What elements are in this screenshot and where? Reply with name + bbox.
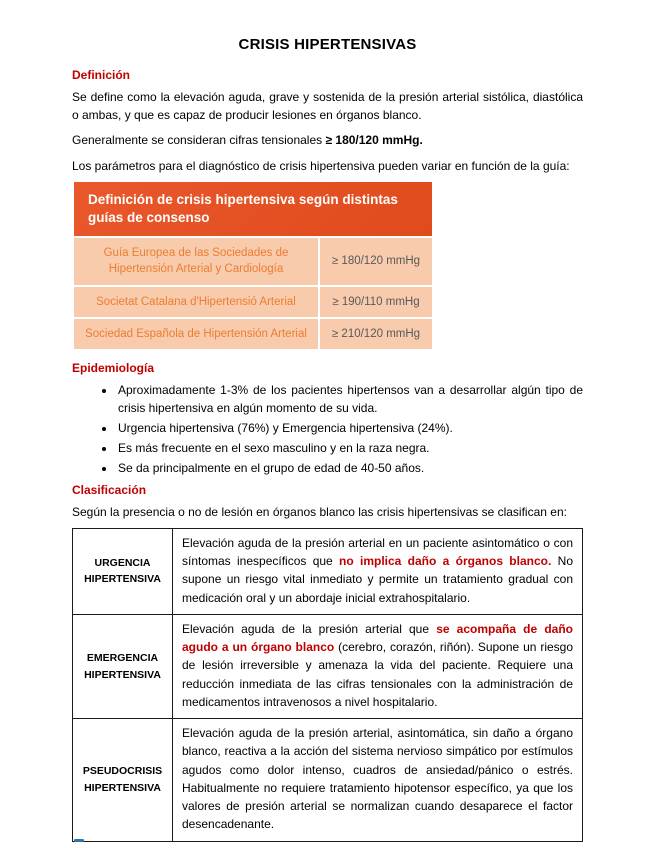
epidemiologia-list-item: • Es más frecuente en el sexo masculino y en la raza negra.	[116, 439, 583, 457]
consensus-table-rows	[74, 238, 432, 348]
classification-type-cell: PSEUDOCRISIS HIPERTENSIVA	[73, 719, 173, 840]
classification-row	[73, 719, 582, 840]
guideline-name-cell: Sociedad Española de Hipertensión Arterial	[74, 319, 318, 349]
section-heading-epidemiologia: Epidemiología	[72, 360, 155, 375]
classification-type-cell: EMERGENCIA HIPERTENSIVA	[73, 615, 173, 718]
classification-description-cell: Elevación aguda de la presión arterial, asintomática, sin daño a órgano blanco, reactiva a la acción del sistema nervioso simpático por estímulos agudos como dolor intenso, cuadros de ansiedad/pánico o estrés. Habitualmente no requiere tratamiento hipotensor específico, ya que los valores de presión arterial se normalizan cuando desaparece el factor desencadenante.	[182, 726, 573, 832]
consensus-guidelines-table	[74, 182, 432, 349]
guideline-threshold-cell: ≥ 210/120 mmHg	[320, 319, 432, 349]
cut-off-link-fragment	[74, 839, 84, 842]
consensus-table-title: Definición de crisis hipertensiva según distintas guías de consenso	[74, 182, 432, 236]
guideline-threshold-cell: ≥ 180/120 mmHg	[320, 238, 432, 284]
definition-paragraph: Se define como la elevación aguda, grave y sostenida de la presión arterial sistólica, diastólica o ambas, y que es capaz de producir lesiones en órganos blanco.	[72, 90, 583, 123]
guideline-threshold-cell: ≥ 190/110 mmHg	[320, 287, 432, 317]
classification-row	[73, 529, 582, 615]
classification-table	[72, 528, 583, 842]
guidelines-intro-paragraph: Los parámetros para el diagnóstico de crisis hipertensiva pueden variar en función de la guía:	[72, 158, 570, 173]
consensus-table-row	[74, 238, 432, 284]
consensus-table-row	[74, 319, 432, 349]
epidemiologia-list	[72, 381, 583, 477]
consensus-table-row	[74, 287, 432, 317]
section-heading-definicion: Definición	[72, 68, 131, 82]
classification-type-cell: URGENCIA HIPERTENSIVA	[73, 529, 173, 614]
classification-description-cell: Elevación aguda de la presión arterial en un paciente asintomático o con síntomas inespecíficos que no implica daño a órganos blanco. No supone un riesgo vital inmediato y permite un tratamiento gradual con medicación oral y un abordaje inicial extrahospitalario.	[182, 535, 573, 605]
classification-row	[73, 615, 582, 719]
classification-description-cell: Elevación aguda de la presión arterial que se acompaña de daño agudo a un órgano blanco (cerebro, corazón, riñón). Supone un riesgo de lesión irreversible y amenaza la vida del paciente. Requiere una reducción inmediata de las cifras tensionales con la administración de medicamentos intravenosos a nivel hospitalario.	[182, 621, 574, 709]
epidemiologia-list-item: • Aproximadamente 1-3% de los pacientes hipertensos van a desarrollar algún tipo de crisis hipertensiva en algún momento de su vida.	[116, 381, 583, 417]
guideline-name-cell: Guía Europea de las Sociedades de Hipertensión Arterial y Cardiología	[74, 238, 318, 284]
guideline-name-cell: Societat Catalana d'Hipertensió Arterial	[74, 287, 318, 317]
epidemiologia-list-item: • Urgencia hipertensiva (76%) y Emergencia hipertensiva (24%).	[116, 419, 583, 437]
section-heading-clasificacion: Clasificación	[72, 482, 147, 497]
epidemiologia-list-item: • Se da principalmente en el grupo de edad de 40-50 años.	[116, 459, 583, 477]
page-title: CRISIS HIPERTENSIVAS	[238, 36, 417, 53]
threshold-paragraph: Generalmente se consideran cifras tensionales ≥ 180/120 mmHg.	[72, 133, 423, 148]
clasificacion-intro-paragraph: Según la presencia o no de lesión en órganos blanco las crisis hipertensivas se clasifican en:	[72, 504, 567, 519]
